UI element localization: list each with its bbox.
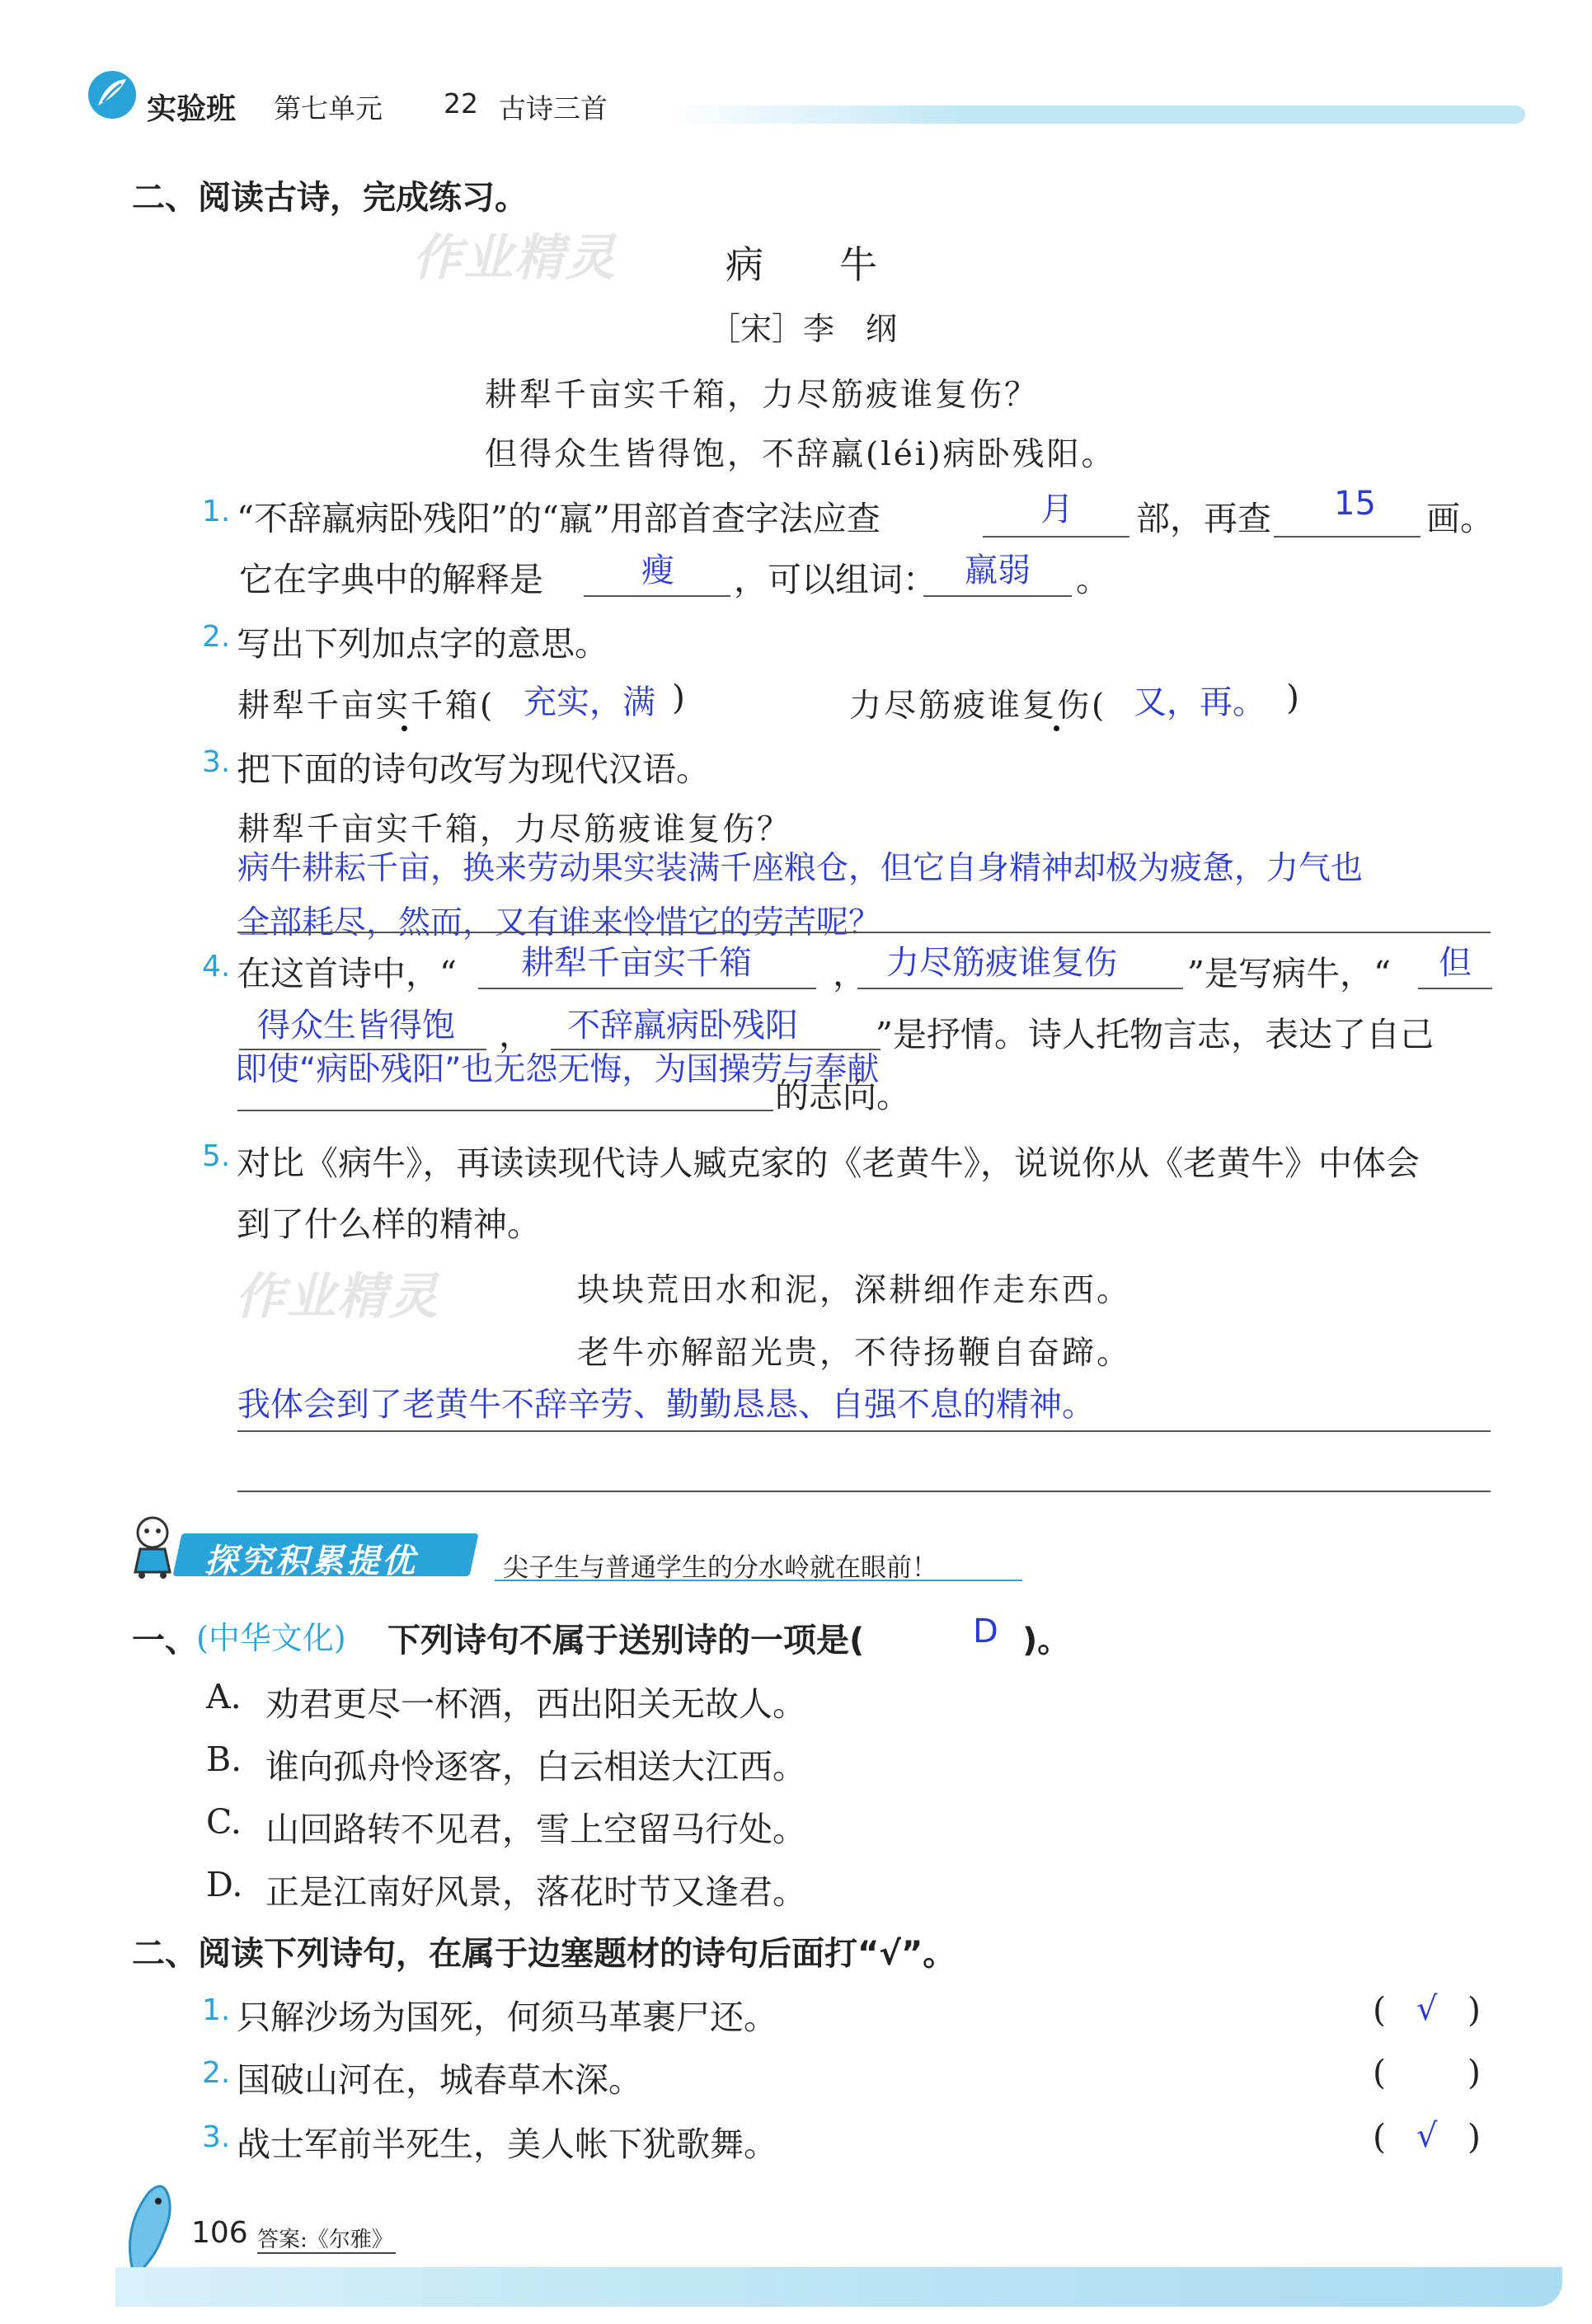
answer-spirit: 我体会到了老黄牛不辞辛劳、勤勤恳恳、自强不息的精神。 — [237, 1386, 1095, 1424]
answer-line2: 力尽筋疲谁复伤 — [886, 944, 1117, 982]
poem-author: ［宋］李 纲 — [709, 311, 898, 347]
answer-translation: 病牛耕耘千亩，换来劳动果实装满千座粮仓，但它自身精神却极为疲惫，力气也 — [237, 850, 1364, 887]
question-text: “不辞羸病卧残阳”的“羸”用部首查字法应查 — [237, 499, 881, 538]
section-text: 下列诗句不属于送别诗的一项是( — [387, 1622, 865, 1660]
poem-title: 病 牛 — [726, 242, 877, 287]
answer-blank — [478, 988, 816, 989]
mascot-icon — [124, 1513, 181, 1579]
answer-translation: 全部耗尽，然而，又有谁来怜惜它的劳苦呢？ — [237, 904, 881, 941]
poem-item: 耕犁千亩实千箱( — [237, 688, 495, 725]
answer-line1: 耕犁千亩实千箱 — [521, 944, 752, 982]
answer-item2: 又，再。 — [1134, 683, 1266, 721]
option-text: 劝君更尽一杯酒，西出阳关无故人。 — [265, 1684, 806, 1724]
lesson-number: 22 — [444, 87, 478, 120]
question-text: 部，再查 — [1136, 499, 1271, 538]
close-paren: )。 — [1022, 1622, 1071, 1660]
question-text: ”是写病牛，“ — [1187, 954, 1391, 993]
answer-meaning: 瘦 — [641, 552, 674, 589]
emphasis-dot — [402, 725, 407, 731]
option-text: 谁向孤舟怜逐客，白云相送大江西。 — [265, 1747, 806, 1786]
item-text: 战士军前半死生，美人帐下犹歌舞。 — [237, 2124, 777, 2164]
question-number: 1. — [202, 495, 231, 528]
answer-line — [237, 932, 1491, 933]
header-band — [668, 106, 1525, 124]
item-text: 只解沙场为国死，何须马革裹尸还。 — [237, 1998, 777, 2037]
poem-line: 老牛亦解韶光贵，不待扬鞭自奋蹄。 — [577, 1335, 1132, 1372]
slogan-underline — [495, 1580, 1022, 1581]
option-label: A. — [206, 1677, 242, 1716]
question-number: 5. — [202, 1139, 231, 1173]
item-number: 3. — [202, 2120, 231, 2154]
answer-blank — [923, 595, 1072, 597]
leaf-logo-icon — [87, 69, 138, 120]
choice-answer: D — [973, 1613, 998, 1650]
section-heading: 二、阅读古诗，完成练习。 — [132, 179, 528, 217]
check-paren-open: ( — [1373, 2053, 1386, 2092]
answer-line — [237, 1430, 1491, 1432]
check-paren-close: ) — [1468, 2117, 1481, 2157]
poem-item: 力尽筋疲谁复伤( — [849, 688, 1107, 725]
section-prefix: 一、 — [132, 1622, 198, 1660]
explore-banner-title: 探究积累提优 — [204, 1542, 417, 1580]
question-number: 3. — [202, 745, 231, 779]
explore-slogan: 尖子生与普通学生的分水岭就在眼前！ — [503, 1553, 937, 1583]
lesson-title: 古诗三首 — [499, 92, 608, 124]
poem-line: 耕犁千亩实千箱，力尽筋疲谁复伤？ — [485, 377, 1040, 414]
question-text: 它在字典中的解释是 — [239, 560, 543, 599]
question-text: 写出下列加点字的意思。 — [237, 624, 608, 664]
option-label: C. — [206, 1802, 242, 1842]
watermark: 作业精灵 — [412, 229, 617, 287]
answer-radical: 月 — [1040, 491, 1073, 528]
page-number: 106 — [191, 2216, 248, 2250]
question-text: 把下面的诗句改写为现代汉语。 — [237, 749, 710, 789]
comma: ， — [833, 954, 866, 993]
answer-blank — [237, 1110, 773, 1111]
check-paren-open: ( — [1373, 2117, 1386, 2157]
check-mark: √ — [1416, 1990, 1438, 2028]
answer-line3: 得众生皆得饱 — [257, 1007, 455, 1045]
check-paren-open: ( — [1373, 1990, 1386, 2030]
answer-line — [237, 1491, 1491, 1492]
question-text: 在这首诗中，“ — [237, 954, 457, 993]
question-text: ，可以组词： — [734, 560, 937, 599]
answer-blank — [584, 595, 730, 597]
question-text: 到了什么样的精神。 — [237, 1204, 541, 1244]
option-label: B. — [206, 1739, 242, 1779]
series-label: 实验班 — [147, 92, 237, 126]
comma: ， — [499, 1015, 533, 1054]
answer-blank — [983, 536, 1129, 538]
poem-line: 块块荒田水和泥，深耕细作走东西。 — [577, 1272, 1132, 1309]
answer-word: 羸弱 — [965, 552, 1031, 589]
emphasis-dot — [1054, 725, 1059, 731]
close-paren: ) — [672, 678, 685, 717]
culture-tag: (中华文化) — [196, 1620, 346, 1656]
watermark: 作业精灵 — [235, 1268, 439, 1326]
item-number: 1. — [202, 1993, 231, 2027]
item-text: 国破山河在，城春草木深。 — [237, 2060, 642, 2100]
answer-line4: 不辞羸病卧残阳 — [567, 1007, 798, 1045]
poem-item: 耕犁千亩实千箱，力尽筋疲谁复伤？ — [237, 811, 792, 848]
answer-strokes: 15 — [1334, 485, 1376, 523]
check-paren-close: ) — [1468, 2053, 1481, 2092]
check-mark: √ — [1416, 2117, 1438, 2155]
option-label: D. — [206, 1865, 243, 1904]
answer-item1: 充实，满 — [524, 683, 655, 721]
answer-note: 答案:《尔雅》 — [257, 2228, 393, 2252]
question-text: 画。 — [1426, 499, 1494, 538]
question-number: 2. — [202, 620, 231, 654]
check-paren-close: ) — [1468, 1990, 1481, 2030]
option-text: 山回路转不见君，雪上空留马行处。 — [265, 1810, 806, 1849]
answer-blank — [1274, 536, 1421, 538]
section-heading: 二、阅读下列诗句，在属于边塞题材的诗句后面打“√”。 — [132, 1935, 956, 1973]
question-text: 对比《病牛》，再读读现代诗人臧克家的《老黄牛》，说说你从《老黄牛》中体会 — [237, 1143, 1420, 1183]
answer-blank — [857, 988, 1183, 989]
question-number: 4. — [202, 950, 231, 984]
answer-note-underline — [257, 2252, 396, 2254]
item-number: 2. — [202, 2056, 231, 2090]
question-text: 。 — [1076, 560, 1110, 599]
close-paren: ) — [1286, 678, 1299, 717]
answer-blank — [1418, 988, 1492, 989]
answer-intent: 即使“病卧残阳”也无怨无悔，为国操劳与奉献 — [235, 1051, 880, 1088]
unit-label: 第七单元 — [274, 92, 383, 124]
option-text: 正是江南好风景，落花时节又逢君。 — [265, 1872, 806, 1912]
footer-band — [115, 2267, 1562, 2307]
question-text: 的志向。 — [775, 1076, 910, 1115]
question-text: ”是抒情。诗人托物言志，表达了自己 — [876, 1015, 1434, 1054]
answer-line3: 但 — [1439, 944, 1472, 982]
poem-line: 但得众生皆得饱，不辞羸(léi)病卧残阳。 — [485, 436, 1116, 473]
